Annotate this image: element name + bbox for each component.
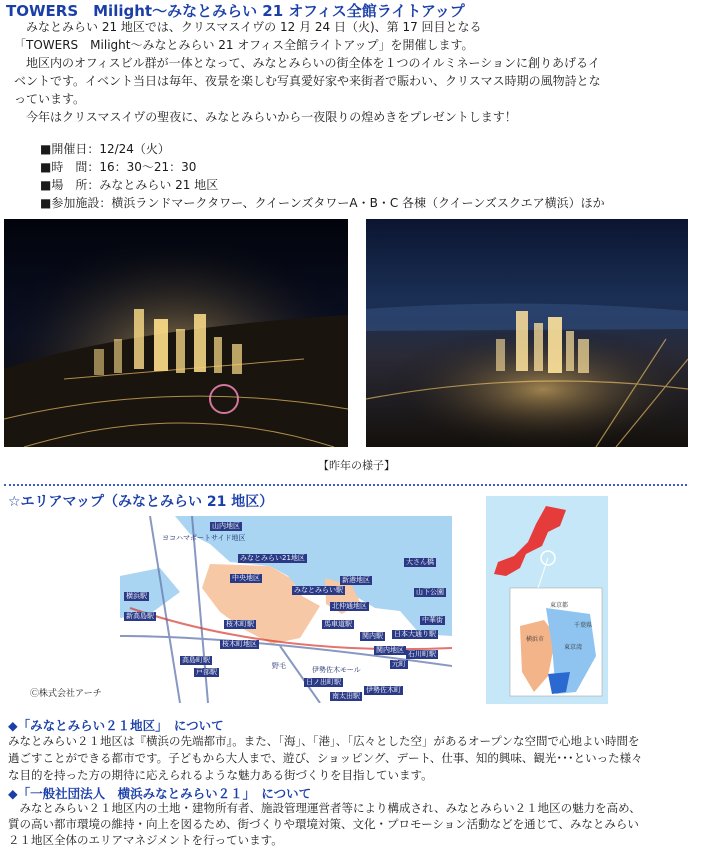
map-label-chinatown: 中華街	[422, 616, 443, 624]
map-label-hinodecho: 日ノ出町駅	[306, 678, 341, 686]
night-photo-right	[366, 219, 688, 447]
event-time: ■時 間：16：30～21：30	[40, 160, 197, 174]
about-line-2: 過ごすことができる都市です。子どもから大人まで、遊び、ショッピング、デート、仕事、知的興味、観光･･･といった様々	[8, 751, 643, 765]
mini-label-yokohama: 横浜市	[526, 636, 545, 643]
about-line-1: みなとみらい２１地区は『横浜の先端都市』。また、「海」、「港」、「広々とした空」があるオープンな空間で心地よい時間を	[8, 734, 640, 748]
map-label-sakuragicho-area: 桜木町地区	[222, 640, 257, 648]
map-credit: Ⓒ株式会社アーチ	[30, 689, 102, 699]
map-label-district: みなとみらい21地区	[240, 554, 305, 562]
area-map	[120, 516, 452, 703]
map-label-isezaki-mall: 伊勢佐木モール	[312, 666, 361, 674]
intro-line-1: みなとみらい 21 地区では、クリスマスイヴの 12 月 24 日（火)、第 17 回目となる	[14, 20, 482, 34]
location-mini-map	[486, 496, 608, 704]
mini-label-tokyo: 東京都	[550, 602, 569, 609]
map-label-takashimacho: 高島町駅	[182, 656, 210, 664]
night-photo-left	[4, 219, 348, 447]
association-line-3: ２１地区全体のエリアマネジメントを行っています。	[8, 833, 283, 847]
map-label-kannai: 関内駅	[362, 632, 383, 640]
association-line-2: 質の高い都市環境の維持・向上を図るため、街づくりや環境対策、文化・プロモーション活動などを通じて、みなとみらい	[8, 817, 639, 831]
about-line-3: な目的を持った方の期待に応えられるような魅力ある街づくりを目指しています。	[8, 768, 433, 782]
intro-line-4: ベントです。イベント当日は毎年、夜景を楽しむ写真愛好家や来街者で賑わい、クリスマス時期の風物詩とな	[14, 74, 601, 88]
map-label-sakuragicho: 桜木町駅	[226, 620, 254, 628]
map-label-kitanaka: 北仲通地区	[332, 602, 367, 610]
page-title: TOWERS Milight～みなとみらい 21 オフィス全館ライトアップ	[6, 2, 465, 20]
map-label-isezakicho: 伊勢佐木町	[366, 686, 401, 694]
intro-line-3: 地区内のオフィスビル群が一体となって、みなとみらいの街全体を１つのイルミネーションに創りあげるイ	[14, 56, 600, 70]
map-label-shinminato: 新港地区	[342, 576, 370, 584]
map-label-yamauchi: 山内地区	[212, 522, 240, 530]
map-label-minatomirai: みなとみらい駅	[294, 586, 343, 594]
map-label-yamashita: 山下公園	[416, 588, 444, 596]
area-map-title: ☆エリアマップ（みなとみらい 21 地区）	[8, 494, 274, 510]
map-label-portside: ヨコハマポートサイド地区	[162, 534, 246, 542]
event-facilities: ■参加施設：横浜ランドマークタワー、クイーンズタワーA・B・C 各棟（クイーンズスクエア横浜）ほか	[40, 196, 605, 210]
map-label-noge: 野毛	[272, 662, 286, 670]
intro-line-5: っています。	[14, 92, 86, 106]
map-label-tobe: 戸部駅	[196, 668, 217, 676]
map-label-ishikawacho: 石川町駅	[408, 650, 436, 658]
map-label-bashamichi: 馬車道駅	[324, 620, 352, 628]
intro-line-2: 「TOWERS Milight～みなとみらい 21 オフィス全館ライトアップ」を開催します。	[14, 38, 474, 52]
map-label-minamiota: 南太田駅	[332, 692, 360, 700]
mini-label-chiba: 千葉県	[574, 622, 593, 629]
event-date: ■開催日：12/24（火）	[40, 142, 170, 156]
intro-line-6: 今年はクリスマスイヴの聖夜に、みなとみらいから一夜限りの煌めきをプレゼントします！	[14, 110, 517, 124]
map-label-yokohama-station: 横浜駅	[126, 592, 147, 600]
association-line-1: みなとみらい２１地区内の土地・建物所有者、施設管理運営者等により構成され、みなとみらい２１地区の魅力を高め、	[8, 801, 641, 815]
map-label-nihon-odori: 日本大通り駅	[394, 630, 436, 638]
section-divider	[4, 484, 687, 486]
map-label-motomachi: 元町	[392, 660, 406, 668]
map-label-kannai-area: 関内地区	[376, 646, 404, 654]
map-label-chuo: 中央地区	[232, 574, 260, 582]
map-label-osanbashi: 大さん橋	[406, 558, 434, 566]
map-label-shin-takashima: 新高島駅	[126, 612, 154, 620]
photo-caption: 【昨年の様子】	[318, 459, 395, 472]
about-title: ◆「みなとみらい２１地区」 について	[8, 718, 224, 733]
event-place: ■場 所：みなとみらい 21 地区	[40, 178, 219, 192]
association-title: ◆「一般社団法人 横浜みなとみらい２１」 について	[8, 786, 312, 801]
mini-label-tokyo-bay: 東京湾	[564, 644, 583, 651]
